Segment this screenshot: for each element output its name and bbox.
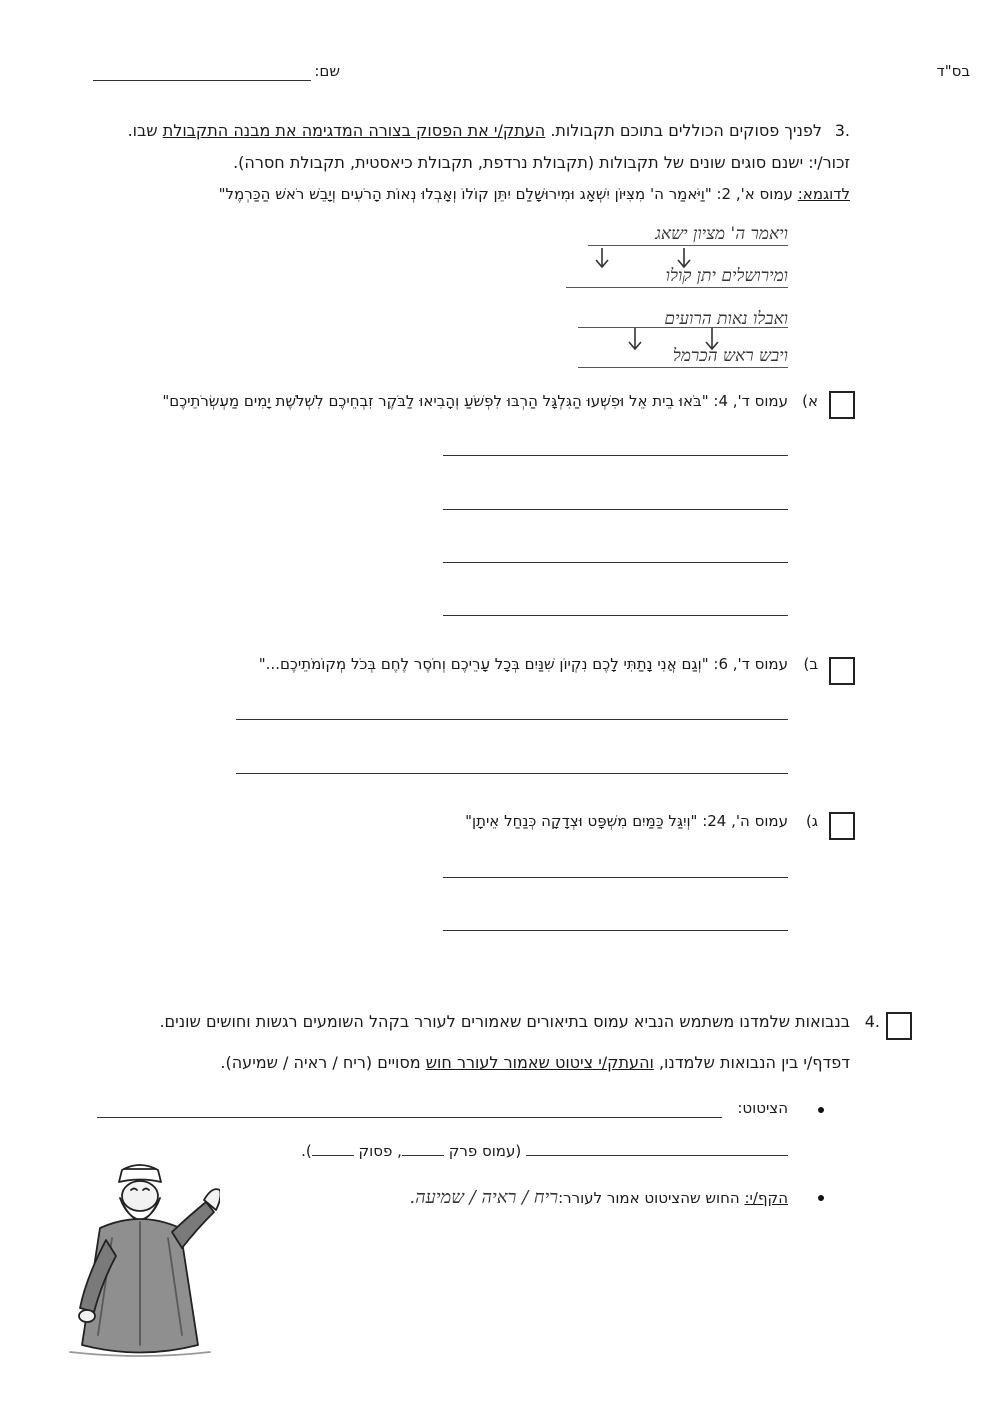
source-comma: , (397, 1142, 402, 1160)
answer-a-line-2[interactable] (443, 509, 788, 510)
hand-line-3: ואבלו נאות הרועים (664, 309, 788, 329)
hand-line-1: ויאמר ה' מציון ישאג (655, 224, 788, 244)
example-label: לדוגמא: (797, 185, 850, 203)
parallel-arrows (560, 240, 800, 370)
q4-number: 4. (864, 1012, 880, 1031)
source-verse-label: פסוק (358, 1142, 393, 1160)
item-b-letter: ב) (803, 655, 818, 673)
sense-options[interactable]: ריח / ראיה / שמיעה. (409, 1187, 559, 1208)
bullet-quote (818, 1107, 824, 1113)
q3-instruction-underlined: העתק/י את הפסוק בצורה המדגימה את מבנה התקבולת (162, 121, 546, 140)
quote-answer-line[interactable] (97, 1117, 722, 1118)
hand-line-2: ומירושלים יתן קולו (665, 266, 788, 286)
item-c-verse: עמוס ה', 24: "וְיִגַּל כַּמַּיִם מִשְׁפָּט וּצְדָקָה כְּנַחַל אֵיתָן" (465, 812, 788, 830)
q3-instruction-end: שבו. (127, 121, 158, 140)
answer-a-line-4[interactable] (443, 615, 788, 616)
checkbox-c[interactable] (829, 812, 855, 840)
q3-instruction (128, 121, 822, 140)
quote-label: הציטוט: (737, 1099, 788, 1117)
q4-intro: בנבואות שלמדנו משתמש הנביא עמוס בתיאורים שאמורים לעורר בקהל השומעים רגשות וחושים שונים. (159, 1012, 850, 1031)
item-b-verse: עמוס ד', 6: "וְגַם אֲנִי נָתַתִּי לָכֶם נִקְיוֹן שִׁנַּיִם בְּכָל עָרֵיכֶם וְחֹסֶר לֶחֶם בְּכֹל מְקוֹמֹתֵיכֶם..." (258, 655, 788, 673)
answer-a-line-3[interactable] (443, 562, 788, 563)
item-a-verse: עמוס ד', 4: "בֹּאוּ בֵית אֵל וּפִשְׁעוּ הַגִּלְגָּל הַרְבּוּ לִפְשֹׁעַ וְהָבִיאוּ לַבֹּקֶר זִבְחֵיכֶם לִשְׁלֹשֶׁת יָמִים מַעְשְׂרֹתֵיכֶם" (162, 392, 788, 410)
hand-line-4: ויבש ראש הכרמל (672, 346, 788, 366)
answer-b-line-1[interactable] (236, 719, 788, 720)
example-verse: עמוס א', 2: "וַיֹּאמַר ה' מִצִּיּוֹן יִשְׁאָג וּמִירוּשָׁלִַם יִתֵּן קוֹלוֹ וְאָבְלוּ נְאוֹת הָרֹעִים וְיָבֵשׁ רֹאשׁ הַכַּרְמֶל" (218, 185, 793, 203)
name-label: שם: (314, 62, 340, 80)
source-prefix: (עמוס פרק (448, 1142, 522, 1160)
checkbox-b[interactable] (829, 657, 855, 685)
verse-blank[interactable] (312, 1143, 354, 1156)
school-label: בס"ד (936, 62, 970, 80)
answer-a-line-1[interactable] (443, 455, 788, 456)
item-a-letter: א) (802, 392, 818, 410)
circle-text: החוש שהציטוט אמור לעורר: (558, 1189, 740, 1207)
checkbox-a[interactable] (829, 391, 855, 419)
answer-c-line-1[interactable] (443, 877, 788, 878)
name-field[interactable] (93, 80, 311, 81)
q3-instruction-plain: לפניך פסוקים הכוללים בתוכם תקבולות. (550, 121, 822, 140)
chapter-blank[interactable] (402, 1143, 444, 1156)
answer-c-line-2[interactable] (443, 930, 788, 931)
q4-instruction-underlined: והעתק/י ציטוט שאמור לעורר חוש (425, 1053, 654, 1072)
bullet-circle (818, 1195, 824, 1201)
q3-number: 3. (834, 121, 850, 140)
q3-reminder: זכור/י: ישנם סוגים שונים של תקבולות (תקבולת נרדפת, תקבולת כיאסטית, תקבולת חסרה). (233, 153, 850, 172)
q3-example (219, 185, 850, 203)
source-line (301, 1142, 788, 1160)
prophet-illustration (40, 1160, 220, 1360)
q4-instruction-end: מסויים (ריח / ראיה / שמיעה). (220, 1053, 421, 1072)
item-c-letter: ג) (805, 812, 818, 830)
source-blank-1[interactable] (526, 1143, 788, 1156)
q4-instruction-start: דפדף/י בין הנבואות שלמדנו, (658, 1053, 850, 1072)
circle-instruction (409, 1187, 788, 1208)
checkbox-q4[interactable] (886, 1012, 912, 1040)
q4-instruction (220, 1053, 850, 1072)
answer-b-line-2[interactable] (236, 773, 788, 774)
source-end: ). (301, 1142, 312, 1160)
circle-label: הקף/י: (744, 1189, 788, 1207)
